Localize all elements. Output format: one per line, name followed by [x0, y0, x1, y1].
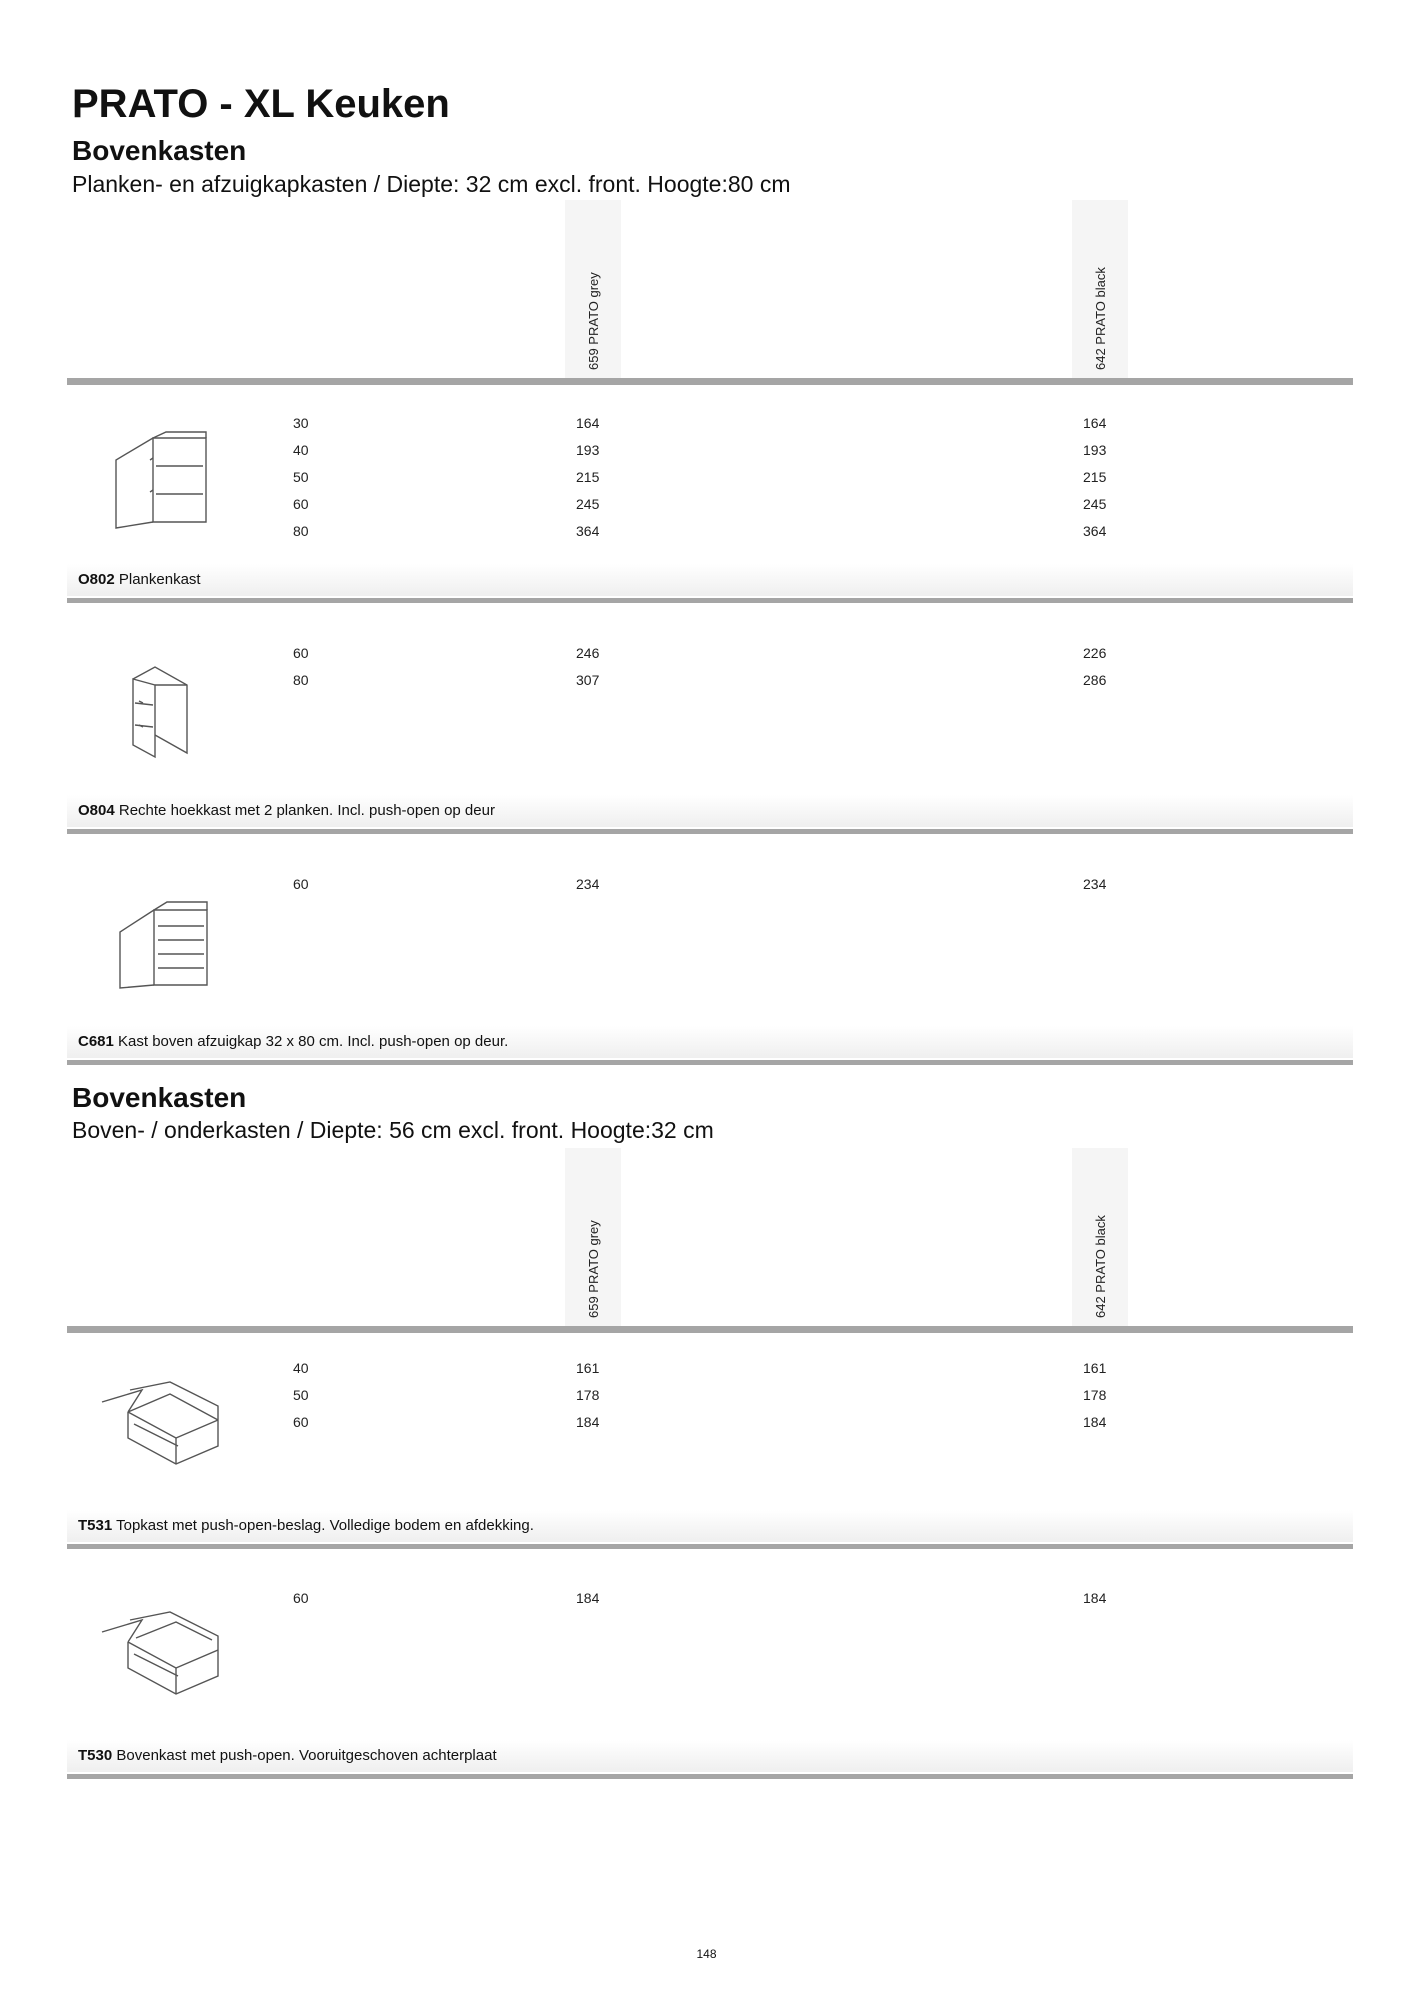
- price-list-black: [1083, 1585, 1106, 1612]
- width-list: [293, 871, 309, 898]
- product-description: Kast boven afzuigkap 32 x 80 cm. Incl. push-open op deur.: [118, 1033, 509, 1050]
- width-value: 60: [293, 496, 309, 512]
- width-list: [293, 640, 309, 694]
- width-value: 80: [293, 672, 309, 688]
- price-value: 161: [1083, 1360, 1107, 1376]
- column-header-label: 642 PRATO black: [1093, 1215, 1108, 1318]
- price-value: 184: [576, 1590, 600, 1606]
- product-code: C681: [78, 1033, 114, 1050]
- column-header-label: 659 PRATO grey: [586, 1220, 601, 1318]
- product-label: [78, 564, 201, 596]
- product-code: O802: [78, 571, 115, 588]
- price-value: 178: [576, 1387, 600, 1403]
- width-value: 60: [293, 645, 309, 661]
- page-number: 148: [696, 1947, 717, 1961]
- section-heading: Bovenkasten: [72, 135, 247, 166]
- price-list-grey: [576, 410, 599, 545]
- width-value: 60: [293, 876, 309, 892]
- product-description: Rechte hoekkast met 2 planken. Incl. push-open op deur: [118, 802, 495, 819]
- width-value: 50: [293, 469, 309, 485]
- width-value: 60: [293, 1590, 309, 1606]
- row-divider: [67, 1774, 1353, 1779]
- width-list: [293, 1355, 309, 1436]
- product-label: [78, 1740, 497, 1772]
- price-list-grey: [576, 640, 599, 694]
- row-divider: [67, 1544, 1353, 1549]
- width-list: [293, 1585, 309, 1612]
- product-description: Plankenkast: [118, 571, 201, 588]
- product-code: T530: [78, 1747, 113, 1764]
- width-value: 50: [293, 1387, 309, 1403]
- top-cabinet-illustration: [100, 1380, 220, 1470]
- price-value: 184: [1083, 1414, 1107, 1430]
- price-value: 364: [576, 523, 600, 539]
- width-list: [293, 410, 309, 545]
- price-value: 215: [1083, 469, 1107, 485]
- hood-cabinet-illustration: [112, 900, 217, 990]
- column-header-grey: [565, 1148, 621, 1326]
- price-value: 246: [576, 645, 600, 661]
- product-label: [78, 795, 495, 827]
- column-header-grey: [565, 200, 621, 378]
- section-subheading: Planken- en afzuigkapkasten / Diepte: 32 cm excl. front. Hoogte:80 cm: [72, 171, 791, 197]
- price-value: 245: [576, 496, 600, 512]
- product-description: Bovenkast met push-open. Vooruitgeschoven achterplaat: [116, 1747, 497, 1764]
- price-value: 193: [576, 442, 600, 458]
- price-value: 193: [1083, 442, 1107, 458]
- price-value: 226: [1083, 645, 1107, 661]
- column-header-label: 659 PRATO grey: [586, 272, 601, 370]
- width-value: 40: [293, 442, 309, 458]
- price-value: 307: [576, 672, 600, 688]
- price-value: 178: [1083, 1387, 1107, 1403]
- price-list-grey: [576, 1585, 599, 1612]
- product-code: O804: [78, 802, 115, 819]
- price-list-black: [1083, 1355, 1106, 1436]
- price-value: 161: [576, 1360, 600, 1376]
- row-divider: [67, 598, 1353, 603]
- wall-cabinet-illustration: [100, 1610, 220, 1700]
- price-list-black: [1083, 640, 1106, 694]
- cabinet-illustration: [108, 430, 218, 530]
- price-list-black: [1083, 410, 1106, 545]
- page-title: PRATO - XL Keuken: [72, 82, 450, 126]
- section-subheading: Boven- / onderkasten / Diepte: 56 cm excl. front. Hoogte:32 cm: [72, 1117, 714, 1143]
- header-divider: [67, 378, 1353, 385]
- price-value: 234: [1083, 876, 1107, 892]
- section-heading: Bovenkasten: [72, 1082, 247, 1113]
- width-value: 60: [293, 1414, 309, 1430]
- corner-cabinet-illustration: [125, 665, 195, 760]
- price-list-grey: [576, 871, 599, 898]
- price-value: 234: [576, 876, 600, 892]
- product-code: T531: [78, 1517, 113, 1534]
- row-divider: [67, 1060, 1353, 1065]
- price-value: 364: [1083, 523, 1107, 539]
- price-list-black: [1083, 871, 1106, 898]
- width-value: 30: [293, 415, 309, 431]
- price-value: 184: [576, 1414, 600, 1430]
- price-value: 286: [1083, 672, 1107, 688]
- header-divider: [67, 1326, 1353, 1333]
- column-header-label: 642 PRATO black: [1093, 267, 1108, 370]
- product-label: [78, 1026, 508, 1058]
- column-header-black: [1072, 200, 1128, 378]
- price-value: 245: [1083, 496, 1107, 512]
- product-description: Topkast met push-open-beslag. Volledige bodem en afdekking.: [116, 1517, 534, 1534]
- price-value: 215: [576, 469, 600, 485]
- row-divider: [67, 829, 1353, 834]
- price-value: 164: [576, 415, 600, 431]
- price-value: 184: [1083, 1590, 1107, 1606]
- column-header-black: [1072, 1148, 1128, 1326]
- width-value: 40: [293, 1360, 309, 1376]
- width-value: 80: [293, 523, 309, 539]
- price-list-grey: [576, 1355, 599, 1436]
- product-label: [78, 1510, 534, 1542]
- price-value: 164: [1083, 415, 1107, 431]
- product-label-band: [67, 564, 1353, 596]
